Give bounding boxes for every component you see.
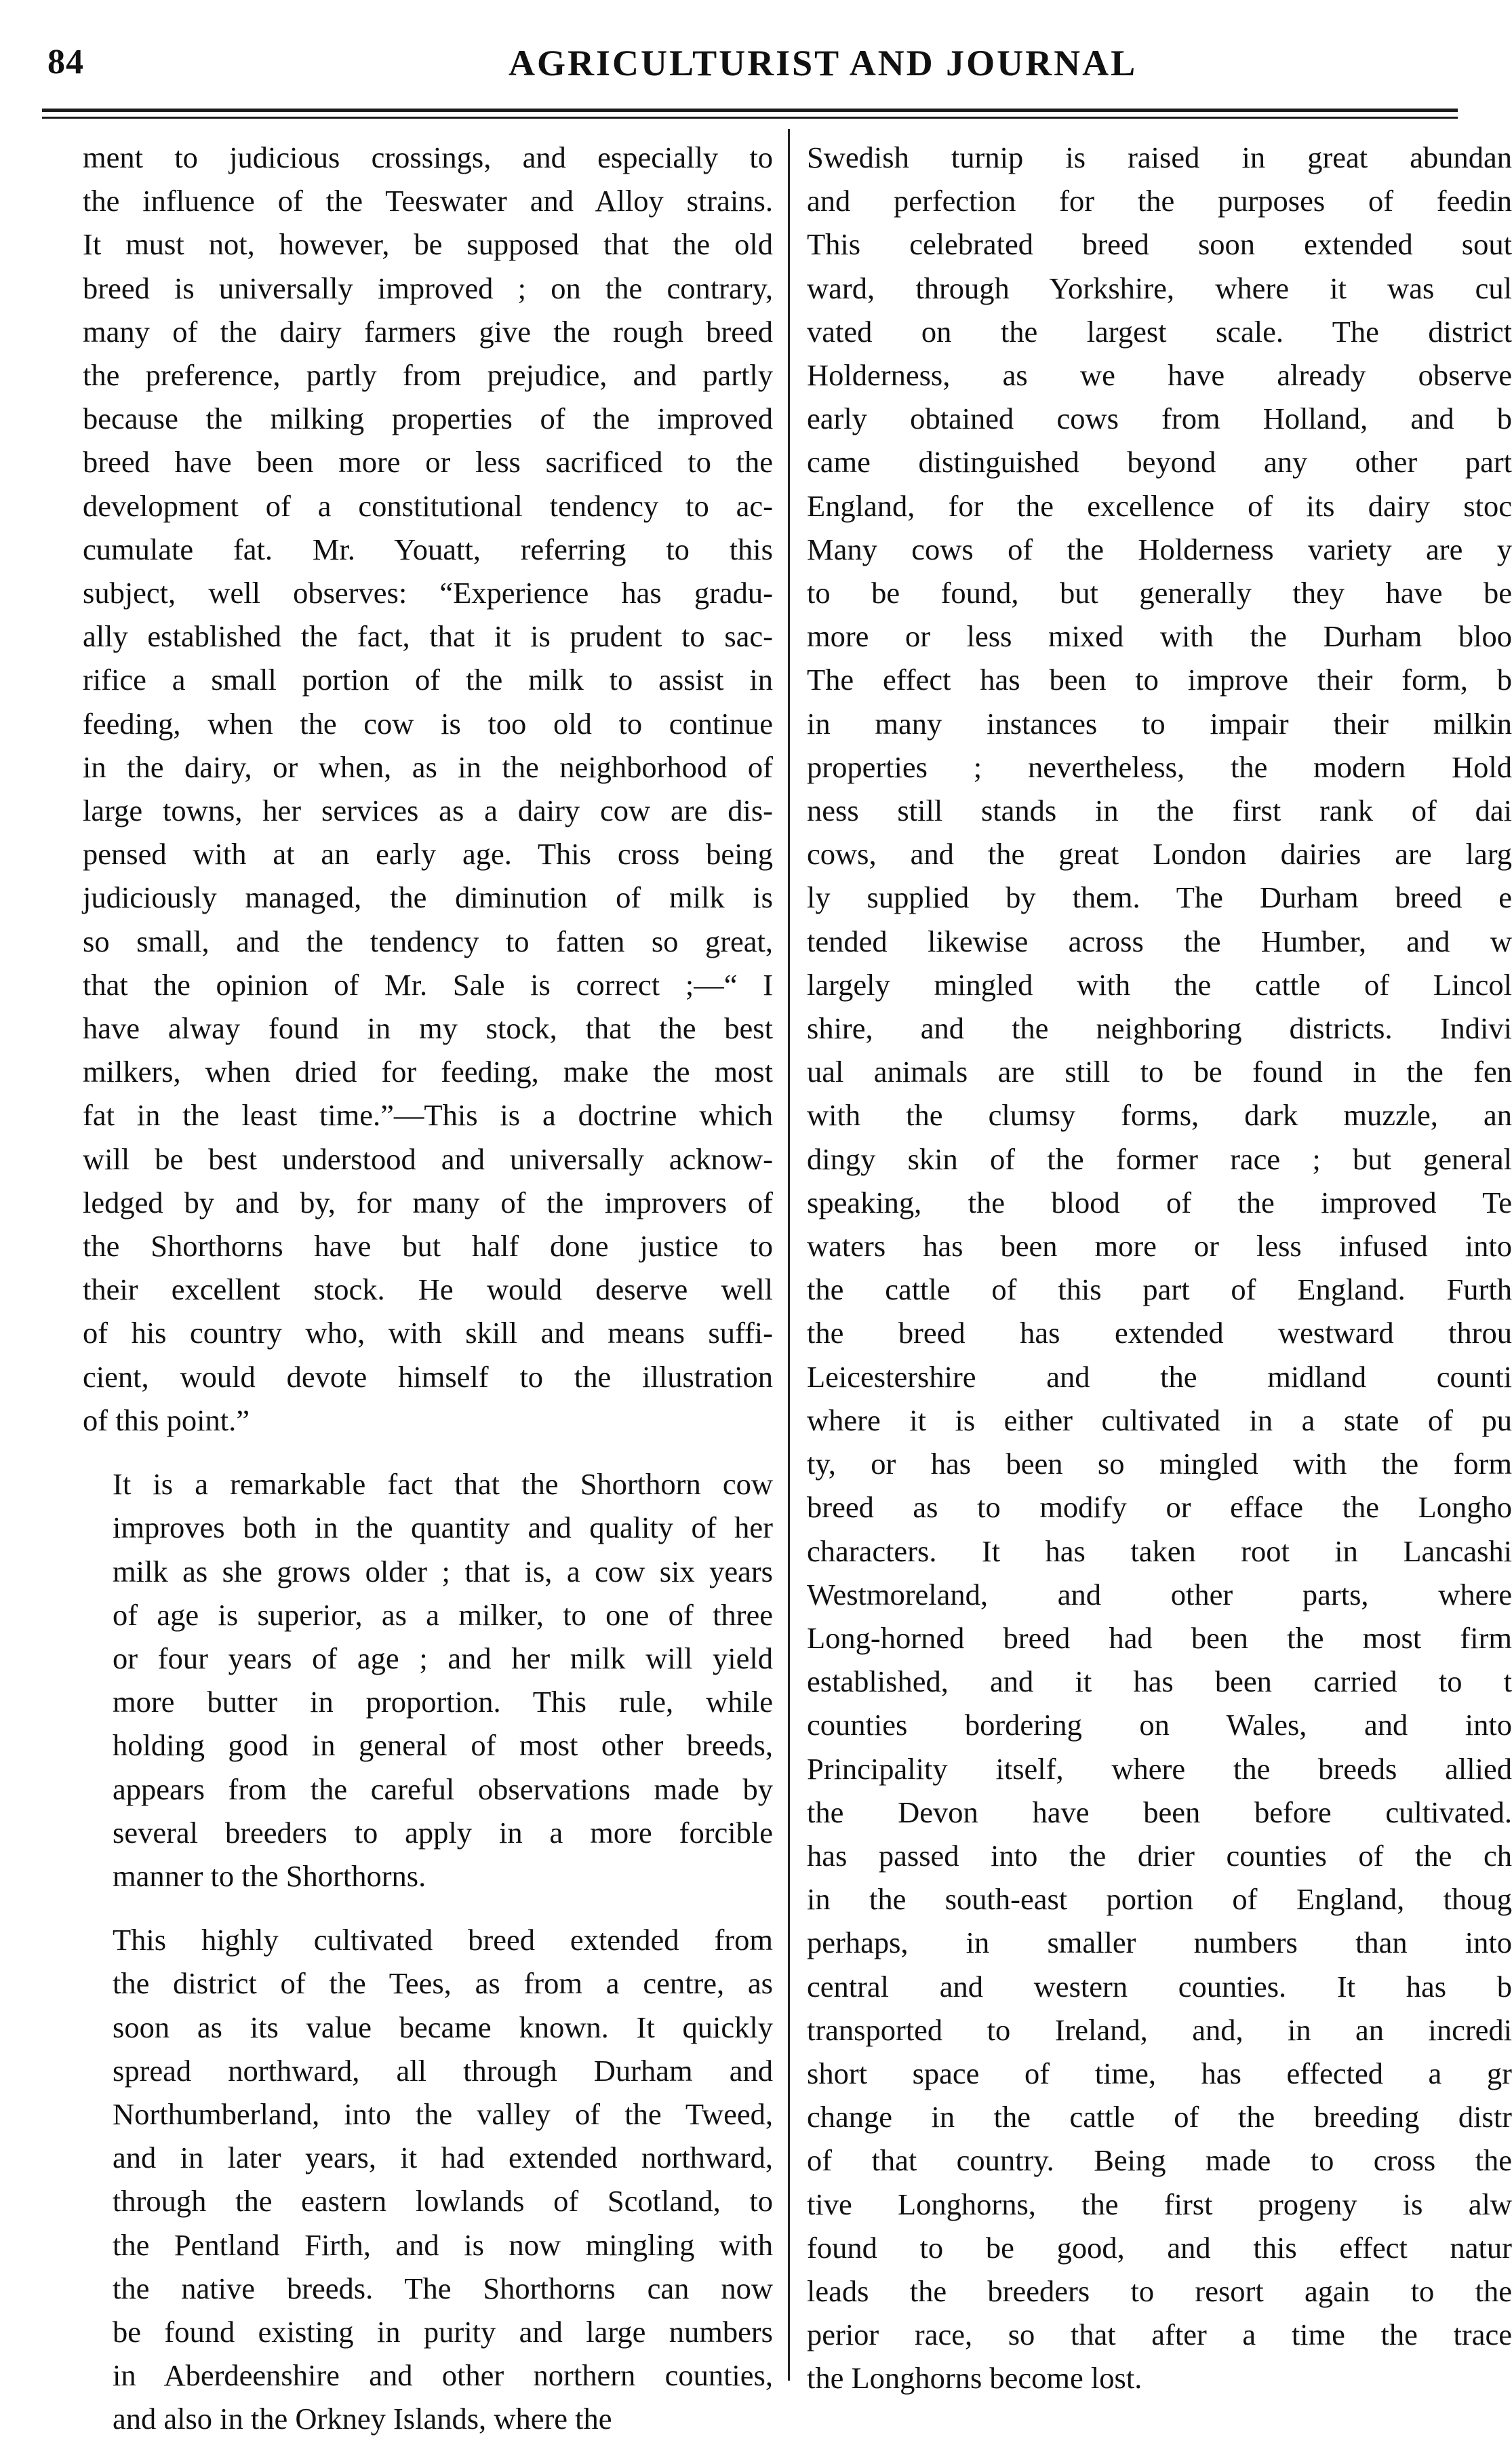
text-line: counties bordering on Wales, and into — [807, 1708, 1512, 1742]
text-line: breed as to modify or efface the Longho — [807, 1490, 1512, 1525]
text-line: breed is universally improved ; on the contrary, — [83, 271, 773, 305]
text-line: be found existing in purity and large numbers — [113, 2314, 773, 2349]
text-line: or four years of age ; and her milk will yield — [113, 1641, 773, 1675]
text-line: tended likewise across the Humber, and w — [807, 924, 1512, 958]
text-line: cient, would devote himself to the illustration — [83, 1359, 773, 1394]
text-line: tive Longhorns, the first progeny is alw — [807, 2187, 1512, 2221]
text-line: established, and it has been carried to t — [807, 1664, 1512, 1699]
right-column — [807, 136, 1512, 2396]
column-divider — [788, 129, 790, 2381]
text-line: The effect has been to improve their form, b — [807, 663, 1512, 697]
text-line: milk as she grows older ; that is, a cow six years — [113, 1554, 773, 1588]
text-line: Holderness, as we have already observe — [807, 358, 1512, 393]
text-line: cows, and the great London dairies are larg — [807, 837, 1512, 872]
paragraph — [807, 136, 1512, 2400]
text-line: the breed has extended westward throu — [807, 1316, 1512, 1350]
text-line: ly supplied by them. The Durham breed e — [807, 880, 1512, 915]
text-line: dingy skin of the former race ; but general — [807, 1141, 1512, 1176]
text-line: This highly cultivated breed extended from — [113, 1923, 773, 1957]
text-line: ty, or has been so mingled with the form — [807, 1447, 1512, 1481]
text-line: and also in the Orkney Islands, where the — [113, 2402, 612, 2436]
text-line: several breeders to apply in a more forcible — [113, 1815, 773, 1850]
text-line: have alway found in my stock, that the best — [83, 1011, 773, 1046]
text-line: transported to Ireland, and, in an incredi — [807, 2012, 1512, 2047]
paragraph — [83, 1918, 773, 2440]
text-line: has passed into the drier counties of the ch — [807, 1838, 1512, 1873]
text-line: soon as its value became known. It quickly — [113, 2010, 773, 2044]
text-line: ness still stands in the first rank of dai — [807, 794, 1512, 828]
text-line: the Pentland Firth, and is now mingling with — [113, 2227, 773, 2262]
text-line: pensed with at an early age. This cross being — [83, 837, 773, 872]
text-line: appears from the careful observations made by — [113, 1772, 773, 1806]
text-line: the influence of the Teeswater and Alloy strains. — [83, 184, 773, 218]
paragraph — [83, 1462, 773, 1898]
text-line: manner to the Shorthorns. — [113, 1858, 426, 1893]
text-line: development of a constitutional tendency to ac- — [83, 488, 773, 523]
text-line: shire, and the neighboring districts. Indivi — [807, 1011, 1512, 1046]
text-line: and perfection for the purposes of feedin — [807, 184, 1512, 218]
text-line: Northumberland, into the valley of the Tweed, — [113, 2096, 773, 2131]
text-line: through the eastern lowlands of Scotland, to — [113, 2184, 773, 2219]
text-line: largely mingled with the cattle of Lincol — [807, 967, 1512, 1002]
text-line: and in later years, it had extended northward, — [113, 2141, 773, 2175]
text-line: the native breeds. The Shorthorns can now — [113, 2271, 773, 2305]
text-line: the district of the Tees, as from a centre, as — [113, 1966, 773, 2001]
text-line: in the south-east portion of England, thoug — [807, 1882, 1512, 1917]
running-header — [47, 42, 1458, 96]
text-line: improves both in the quantity and quality of her — [113, 1510, 773, 1545]
text-line: the preference, partly from prejudice, and partly — [83, 358, 773, 393]
text-line: their excellent stock. He would deserve well — [83, 1272, 773, 1307]
text-line: properties ; nevertheless, the modern Hold — [807, 749, 1512, 784]
text-line: so small, and the tendency to fatten so great, — [83, 924, 773, 958]
journal-title: AGRICULTURIST AND JOURNAL — [509, 43, 1138, 83]
text-line: of this point.” — [83, 1403, 250, 1437]
text-line: of that country. Being made to cross the — [807, 2143, 1512, 2178]
text-line: more or less mixed with the Durham bloo — [807, 619, 1512, 654]
text-line: waters has been more or less infused into — [807, 1229, 1512, 1264]
text-line: judiciously managed, the diminution of milk is — [83, 880, 773, 915]
text-line: Many cows of the Holderness variety are y — [807, 532, 1512, 566]
text-line: rifice a small portion of the milk to assist in — [83, 663, 773, 697]
text-line: ment to judicious crossings, and especially to — [83, 140, 773, 174]
text-line: England, for the excellence of its dairy stoc — [807, 488, 1512, 523]
text-line: the Longhorns become lost. — [807, 2361, 1142, 2396]
text-line: with the clumsy forms, dark muzzle, an — [807, 1098, 1512, 1133]
text-line: breed have been more or less sacrificed to the — [83, 445, 773, 480]
text-line: in many instances to impair their milkin — [807, 706, 1512, 741]
text-line: change in the cattle of the breeding distr — [807, 2100, 1512, 2134]
header-rule-thin — [42, 117, 1458, 119]
text-line: will be best understood and universally acknow- — [83, 1141, 773, 1176]
header-rule — [42, 109, 1458, 112]
text-line: ledged by and by, for many of the improvers of — [83, 1185, 773, 1219]
text-line: Swedish turnip is raised in great abundan — [807, 140, 1512, 174]
text-line: feeding, when the cow is too old to continue — [83, 706, 773, 741]
text-line: the Shorthorns have but half done justice to — [83, 1229, 773, 1264]
text-line: short space of time, has effected a gr — [807, 2056, 1512, 2090]
text-line: This celebrated breed soon extended sout — [807, 227, 1512, 262]
text-line: found to be good, and this effect natur — [807, 2230, 1512, 2265]
text-line: leads the breeders to resort again to the — [807, 2273, 1512, 2308]
text-line: the Devon have been before cultivated. — [807, 1795, 1512, 1829]
text-line: fat in the least time.”—This is a doctrine which — [83, 1098, 773, 1133]
text-line: many of the dairy farmers give the rough breed — [83, 314, 773, 349]
text-line: central and western counties. It has b — [807, 1969, 1512, 2004]
text-line: speaking, the blood of the improved Te — [807, 1185, 1512, 1219]
text-line: ward, through Yorkshire, where it was cul — [807, 271, 1512, 305]
text-line: came distinguished beyond any other part — [807, 445, 1512, 480]
text-line: large towns, her services as a dairy cow are dis- — [83, 794, 773, 828]
text-line: perior race, so that after a time the trace — [807, 2318, 1512, 2352]
text-line: Long-horned breed had been the most firm — [807, 1620, 1512, 1655]
text-line: of age is superior, as a milker, to one of three — [113, 1597, 773, 1632]
text-line: holding good in general of most other breeds, — [113, 1728, 773, 1763]
text-line: Leicestershire and the midland counti — [807, 1359, 1512, 1394]
text-line: ally established the fact, that it is prudent to sac- — [83, 619, 773, 654]
text-line: more butter in proportion. This rule, while — [113, 1685, 773, 1719]
text-line: vated on the largest scale. The district — [807, 314, 1512, 349]
text-line: subject, well observes: “Experience has gradu- — [83, 576, 773, 610]
text-line: Westmoreland, and other parts, where — [807, 1577, 1512, 1612]
text-line: of his country who, with skill and means suffi- — [83, 1316, 773, 1350]
text-line: where it is either cultivated in a state of pu — [807, 1403, 1512, 1437]
text-line: in the dairy, or when, as in the neighborhood of — [83, 749, 773, 784]
text-line: because the milking properties of the improved — [83, 402, 773, 436]
text-line: ual animals are still to be found in the fen — [807, 1055, 1512, 1089]
text-line: It must not, however, be supposed that the old — [83, 227, 773, 262]
text-line: early obtained cows from Holland, and b — [807, 402, 1512, 436]
text-line: cumulate fat. Mr. Youatt, referring to this — [83, 532, 773, 566]
text-line: perhaps, in smaller numbers than into — [807, 1926, 1512, 1960]
text-line: milkers, when dried for feeding, make the most — [83, 1055, 773, 1089]
text-line: It is a remarkable fact that the Shorthorn cow — [113, 1467, 773, 1502]
text-line: that the opinion of Mr. Sale is correct ;—“ I — [83, 967, 773, 1002]
text-line: the cattle of this part of England. Furth — [807, 1272, 1512, 1307]
text-line: characters. It has taken root in Lancashi — [807, 1534, 1512, 1568]
left-column — [83, 136, 773, 2436]
text-line: spread northward, all through Durham and — [113, 2053, 773, 2088]
text-line: to be found, but generally they have be — [807, 576, 1512, 610]
page-number: 84 — [47, 43, 84, 81]
text-line: in Aberdeenshire and other northern counties, — [113, 2358, 773, 2393]
text-line: Principality itself, where the breeds allied — [807, 1751, 1512, 1786]
paragraph — [83, 136, 773, 1442]
